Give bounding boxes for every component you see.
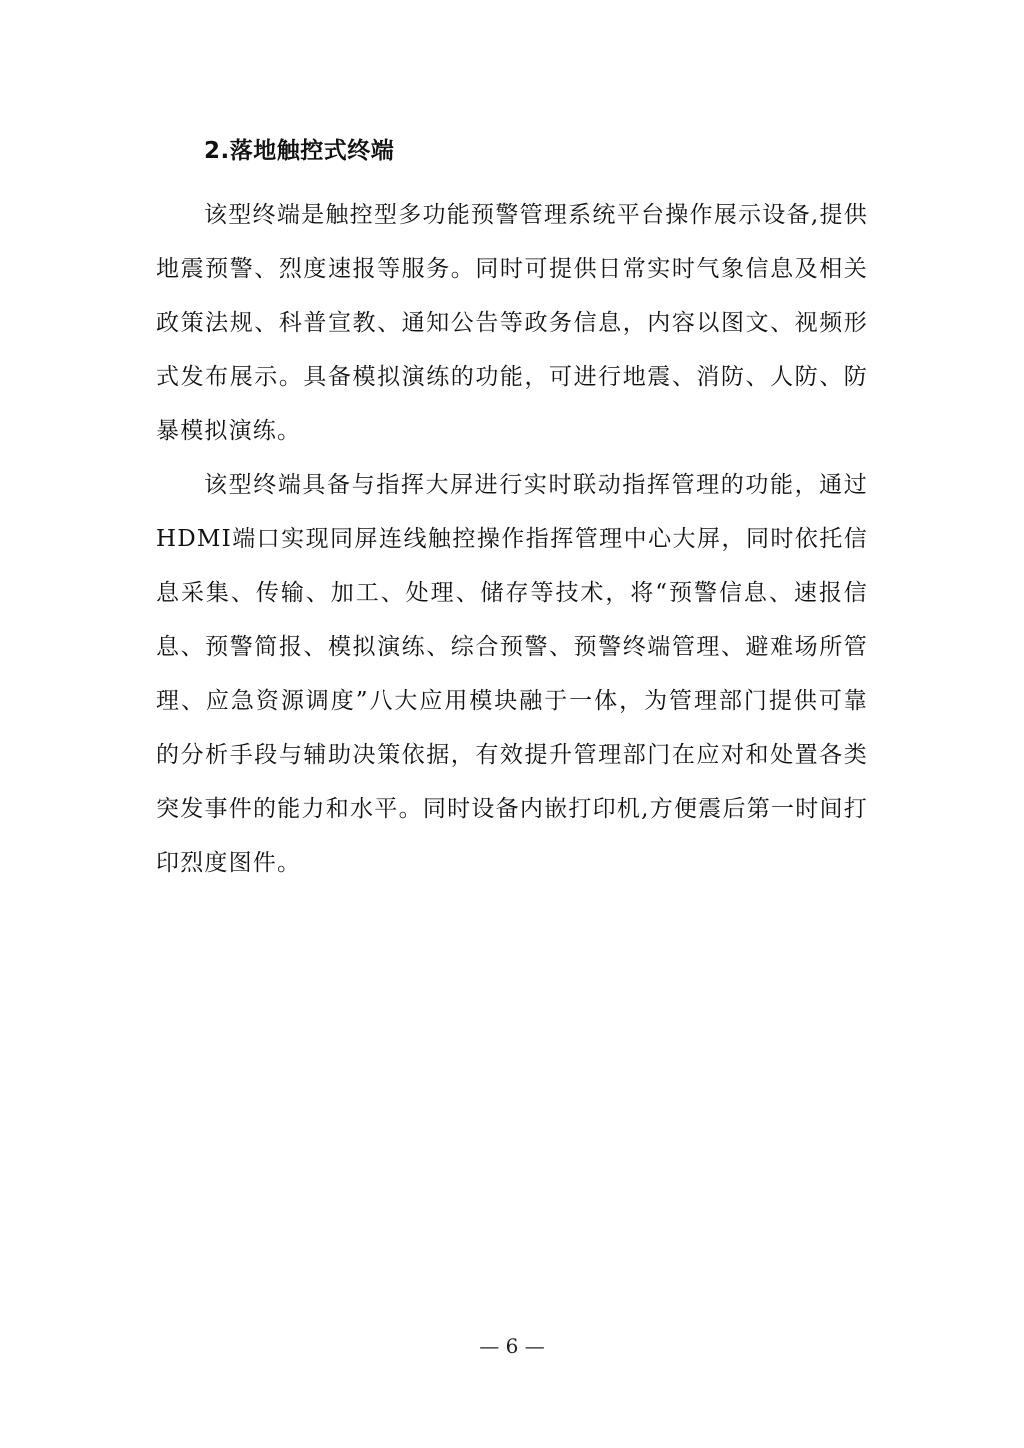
- page-footer: [0, 1332, 1024, 1360]
- section-title: 2.落地触控式终端: [204, 138, 395, 164]
- paragraph-terminal-overview: 该型终端是触控型多功能预警管理系统平台操作展示设备,提供地震预警、烈度速报等服务。同时可提供日常实时气象信息及相关政策法规、科普宣教、通知公告等政务信息，内容以图文、视频形式发布展示。具备模拟演练的功能，可进行地震、消防、人防、防暴模拟演练。: [156, 202, 868, 444]
- page-number: — 6 —: [479, 1334, 545, 1358]
- paragraph-linked-command: 该型终端具备与指挥大屏进行实时联动指挥管理的功能，通过HDMI端口实现同屏连线触控操作指挥管理中心大屏，同时依托信息采集、传输、加工、处理、储存等技术，将“预警信息、速报信息、预警简报、模拟演练、综合预警、预警终端管理、避难场所管理、应急资源调度”八大应用模块融于一体，为管理部门提供可靠的分析手段与辅助决策依据，有效提升管理部门在应对和处置各类突发事件的能力和水平。同时设备内嵌打印机,方便震后第一时间打印烈度图件。: [156, 472, 868, 876]
- page-content: [156, 132, 868, 890]
